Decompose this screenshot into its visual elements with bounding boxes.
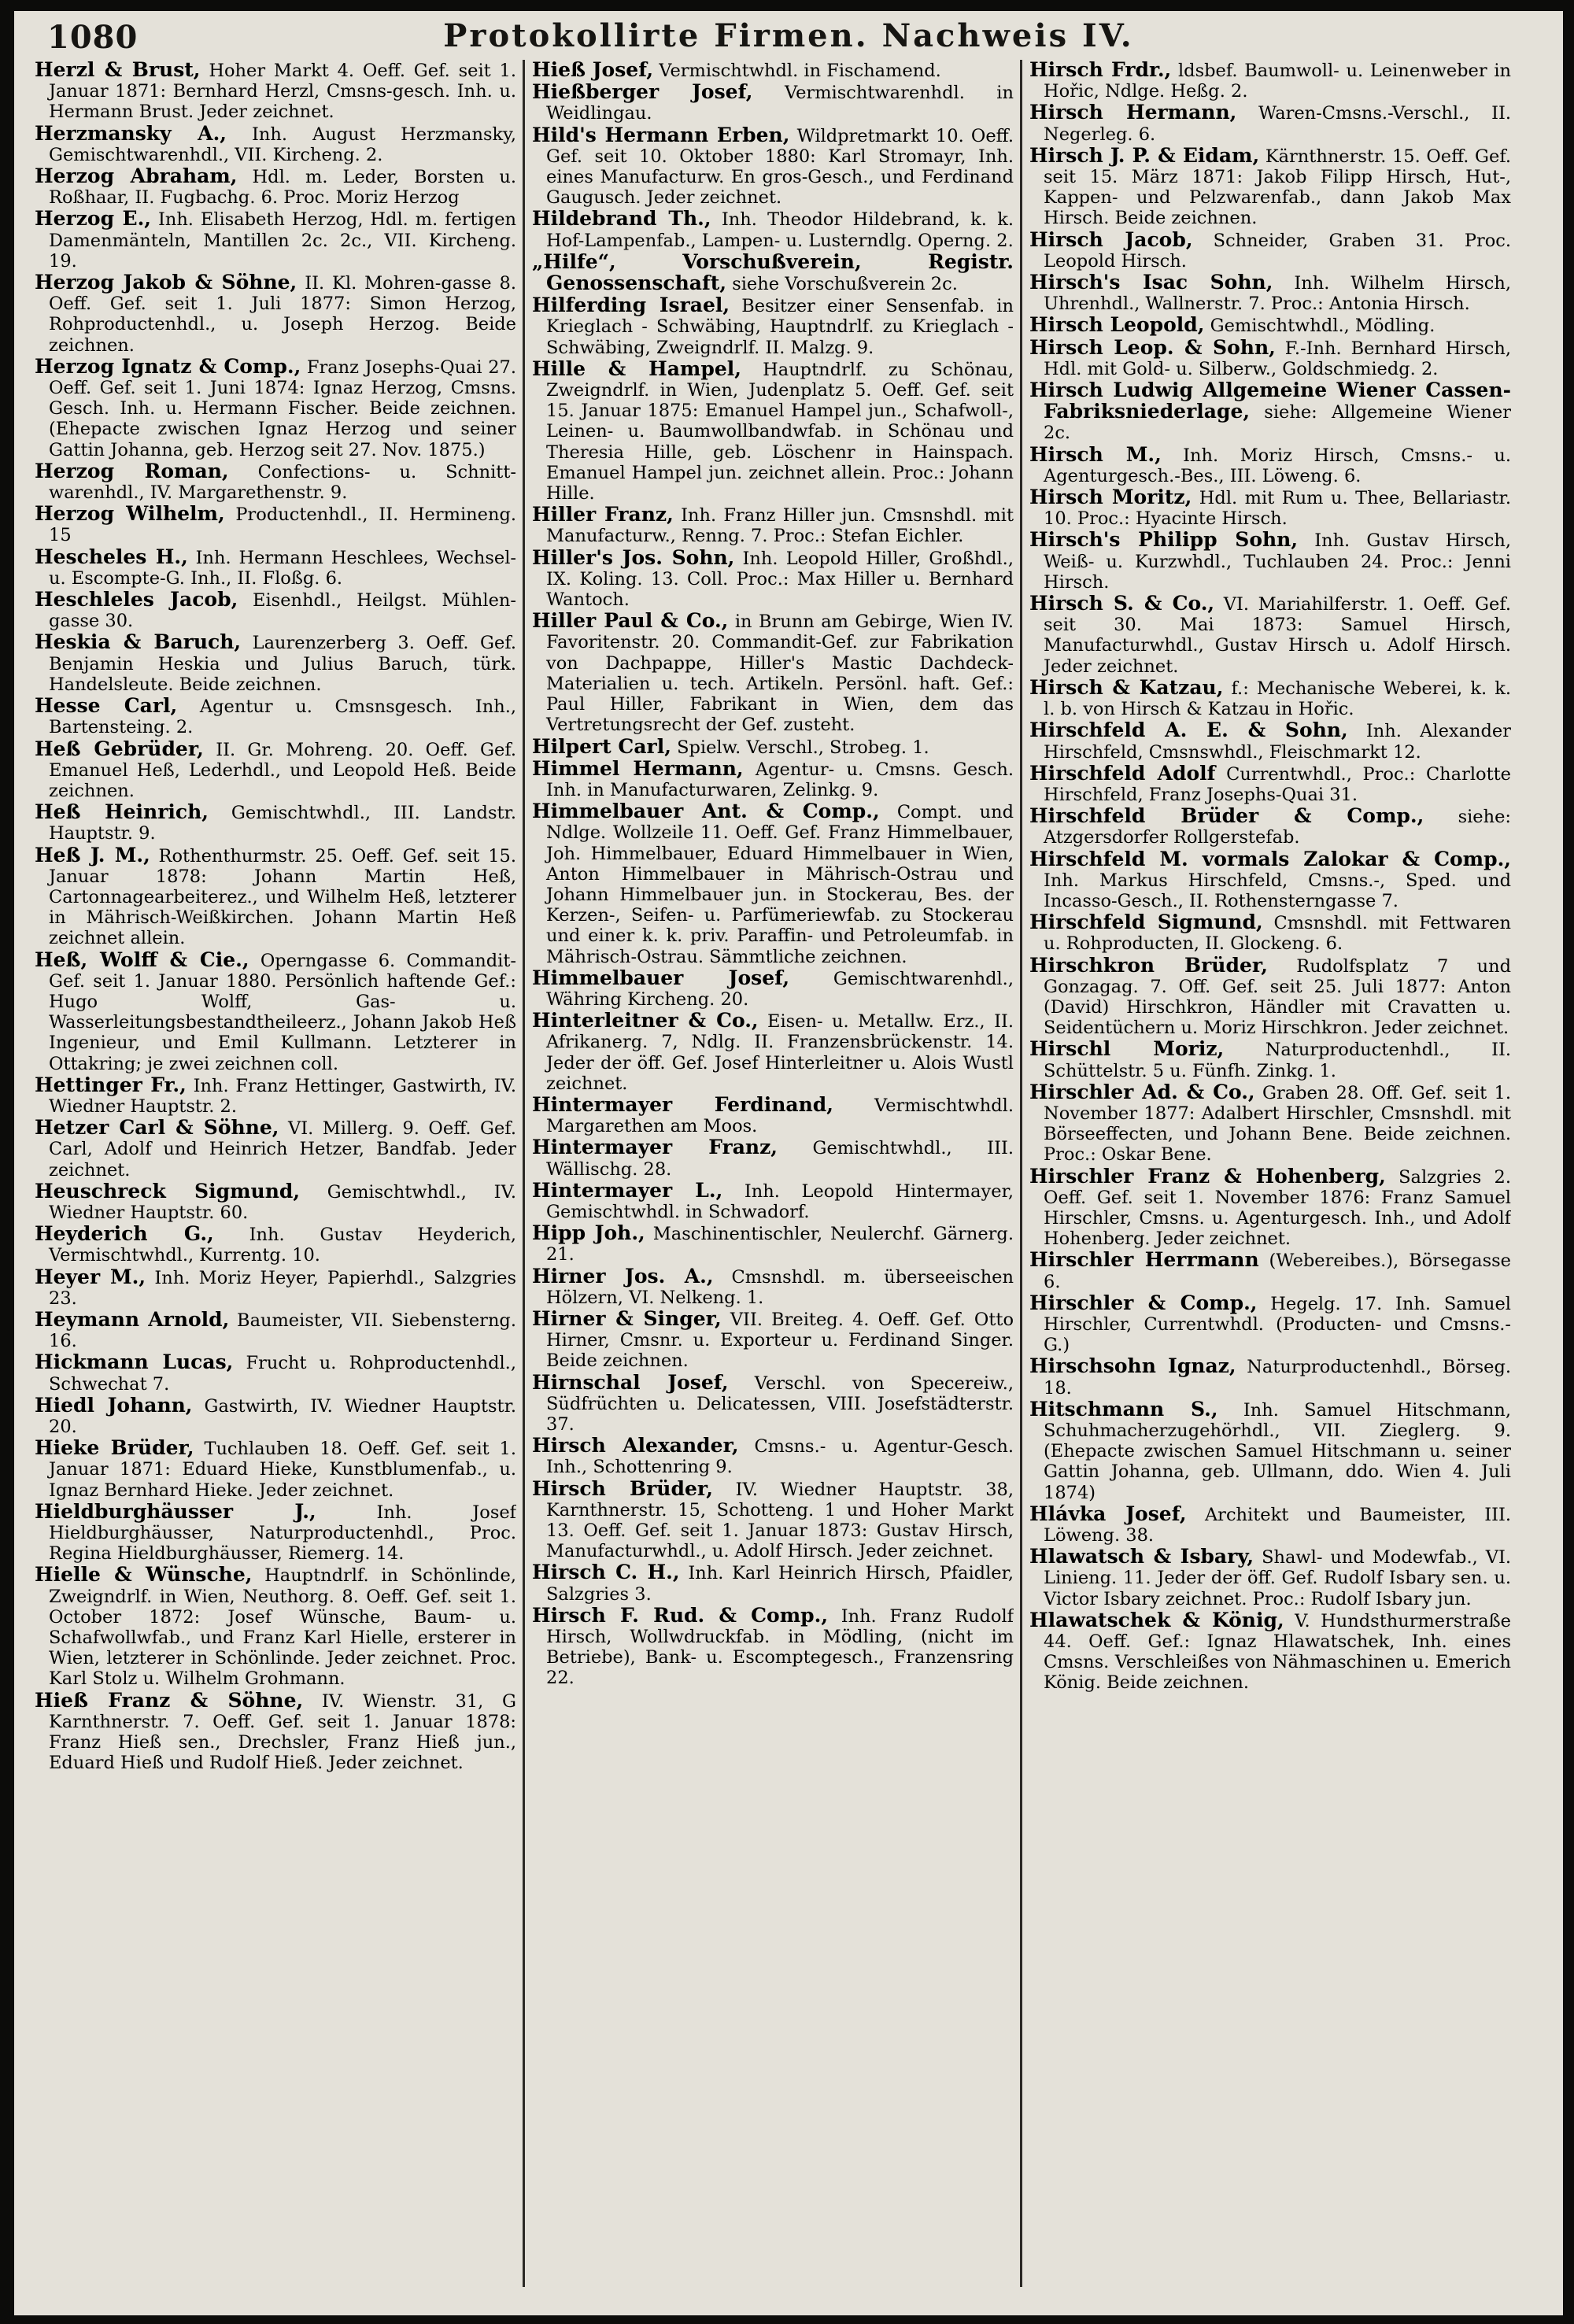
firm-entry: [532, 295, 1014, 358]
firm-name: Hirner & Singer,: [532, 1306, 722, 1330]
firm-entry: [532, 1370, 1014, 1435]
firm-entry: [1029, 442, 1511, 486]
firm-details: Agentur u. Cmsnsgesch. Inh., Bartensteing. 2.: [49, 696, 516, 738]
firm-name: Hieß Josef,: [532, 60, 654, 81]
firm-details: in Brunn am Gebirge, Wien IV. Favoritenstr. 20. Commandit-Gef. zur Fabrikation von Dachpappe, Hiller's Mastic Dachdeck-Materialien u. tech. Artikeln. Persönl. haft. Gef.: Paul Hiller, Fabrikant in Wien, dem das Vertretungsrecht der Gef. zusteht.: [546, 611, 1014, 736]
firm-details: Hegelg. 17. Inh. Samuel Hirschler, Currentwhdl. (Producten- und Cmsns.-G.): [1044, 1293, 1511, 1356]
firm-name: Hiller Franz,: [532, 503, 674, 527]
firm-name: Herzog E.,: [35, 207, 151, 231]
column-left: [35, 60, 516, 2287]
firm-entry: [1029, 487, 1511, 529]
firm-entry: [1029, 60, 1511, 102]
firm-details: siehe: Atzgersdorfer Rollgerstefab.: [1044, 807, 1511, 848]
firm-details: Vermischtwhdl. in Fischamend.: [659, 61, 941, 81]
firm-entry: [35, 1075, 516, 1117]
firm-details: Rothenthurmstr. 25. Oeff. Gef. seit 15. Januar 1878: Johann Martin Heß, Cartonnagearbeiterez., und Wilhelm Heß, letzterer in Mährisch-Weißkirchen. Johann Martin Heß zeichnet allein.: [49, 845, 516, 949]
firm-name: Herzl & Brust,: [35, 60, 201, 81]
firm-name: Himmel Hermann,: [532, 756, 744, 780]
firm-details: Eisenhdl., Heilgst. Mühlen-gasse 30.: [49, 590, 516, 632]
firm-entry: [532, 756, 1014, 800]
firm-details: Vermischtwarenhdl. in Weidlingau.: [546, 83, 1014, 124]
firm-name: Himmelbauer Josef,: [532, 966, 790, 989]
firm-entry: [35, 60, 516, 123]
firm-details: Architekt und Baumeister, III. Löweng. 38.: [1044, 1504, 1511, 1546]
firm-entry: [35, 950, 516, 1074]
directory-columns: [35, 60, 1522, 2287]
firm-entry: [1029, 675, 1511, 720]
firm-details: Laurenzerberg 3. Oeff. Gef. Benjamin Heskia und Julius Baruch, türk. Handelsleute. Beide zeichnen.: [49, 633, 516, 695]
firm-name: Hildebrand Th.,: [532, 207, 711, 231]
column-right: [1029, 60, 1511, 2287]
firm-entry: [532, 611, 1014, 735]
firm-entry: [35, 589, 516, 631]
firm-name: Hille & Hampel,: [532, 357, 741, 380]
firm-entry: [1029, 1399, 1511, 1503]
firm-name: Hiller Paul & Co.,: [532, 609, 729, 633]
firm-name: Hitschmann S.,: [1029, 1397, 1218, 1421]
firm-entry: [532, 1092, 1014, 1137]
firm-details: Vermischtwhdl. Margarethen am Moos.: [546, 1095, 1014, 1137]
firm-details: Tuchlauben 18. Oeff. Gef. seit 1. Januar 1871: Eduard Hieke, Kunstblumenfab., u. Ignaz Bernhard Hieke. Jeder zeichnet.: [49, 1439, 516, 1501]
firm-details: F.-Inh. Bernhard Hirsch, Hdl. mit Gold- u. Silberw., Goldschmiedg. 2.: [1044, 338, 1511, 379]
firm-name: Hlawatsch & Isbary,: [1029, 1545, 1254, 1568]
firm-entry: [35, 1181, 516, 1223]
firm-entry: [1029, 720, 1511, 762]
firm-details: Currentwhdl., Proc.: Charlotte Hirschfeld, Franz Josephs-Quai 31.: [1044, 763, 1511, 805]
firm-entry: [35, 1395, 516, 1437]
firm-details: Waren-Cmsns.-Verschl., II. Negerleg. 6.: [1044, 103, 1511, 145]
firm-details: Inh. Franz Hettinger, Gastwirth, IV. Wiedner Hauptstr. 2.: [49, 1075, 516, 1117]
firm-entry: [1029, 315, 1511, 336]
firm-details: Hauptndrlf. zu Schönau, Zweigndrlf. in Wien, Judenplatz 5. Oeff. Gef. seit 15. Januar 1875: Emanuel Hampel jun., Schafwoll-, Leinen- u. Baumwollbandwfab. in Schönau und Theresia Hille, geb. Löschenr in Hainspach. Emanuel Hampel jun. zeichnet allein. Proc.: Johann Hille.: [546, 359, 1014, 504]
firm-details: Inh. Karl Heinrich Hirsch, Pfaidler, Salzgries 3.: [546, 1563, 1014, 1605]
firm-entry: [532, 82, 1014, 124]
firm-name: Hintermayer Franz,: [532, 1136, 778, 1159]
firm-details: (Webereibes.), Börsegasse 6.: [1044, 1251, 1511, 1292]
firm-name: Hetzer Carl & Söhne,: [35, 1116, 279, 1140]
firm-name: Himmelbauer Ant. & Comp.,: [532, 800, 880, 823]
firm-entry: [1029, 530, 1511, 593]
firm-details: Agentur- u. Cmsns. Gesch. Inh. in Manufacturwaren, Zelinkg. 9.: [546, 759, 1014, 800]
firm-details: Hoher Markt 4. Oeff. Gef. seit 1. Januar 1871: Bernhard Herzl, Cmsns-gesch. Inh. u. Hermann Brust. Jeder zeichnet.: [49, 61, 516, 123]
firm-name: Hirschler Franz & Hohenberg,: [1029, 1164, 1386, 1188]
firm-entry: [1029, 912, 1511, 954]
firm-entry: [1029, 1293, 1511, 1356]
firm-details: Spielw. Verschl., Strobeg. 1.: [677, 737, 929, 758]
firm-details: VII. Breiteg. 4. Oeff. Gef. Otto Hirner, Cmsnr. u. Exporteur u. Ferdinand Singer. Beide zeichnen.: [546, 1309, 1014, 1372]
firm-details: Inh. Alexander Hirschfeld, Cmsnswhdl., Fleischmarkt 12.: [1044, 721, 1511, 763]
firm-entry: [1029, 102, 1511, 144]
firm-details: Inh. Moriz Hirsch, Cmsns.- u. Agenturgesch.-Bes., III. Löweng. 6.: [1044, 445, 1511, 486]
firm-entry: [532, 60, 1014, 81]
firm-name: Hirsch Ludwig Allgemeine Wiener Cassen-Fabriksniederlage,: [1029, 379, 1511, 423]
firm-details: Inh. Moriz Heyer, Papierhdl., Salzgries 23.: [49, 1267, 516, 1309]
firm-name: Hirsch's Isac Sohn,: [1029, 271, 1273, 294]
firm-entry: [35, 504, 516, 545]
firm-details: f.: Mechanische Weberei, k. k. l. b. von Hirsch & Katzau in Hořic.: [1044, 678, 1511, 720]
firm-details: Shawl- und Modewfab., VI. Linieng. 11. Jeder der öff. Gef. Rudolf Isbary sen. u. Victor Isbary zeichnet. Proc.: Rudolf Isbary jun.: [1044, 1547, 1511, 1609]
firm-name: Hipp Joh.,: [532, 1221, 645, 1245]
firm-entry: [532, 1562, 1014, 1604]
firm-name: Hirsch Jacob,: [1029, 227, 1193, 251]
firm-details: Salzgries 2. Oeff. Gef. seit 1. November 1876: Franz Samuel Hirschler, Cmsns. u. Agenturgesch. Inh., und Adolf Hohenberg. Jeder zeichnet.: [1044, 1166, 1511, 1250]
firm-details: ldsbef. Baumwoll- u. Leinenweber in Hořic, Ndlge. Heßg. 2.: [1044, 61, 1511, 102]
firm-details: II. Kl. Mohren-gasse 8. Oeff. Gef. seit 1. Juli 1877: Simon Herzog, Rohproductenhdl., u. Joseph Herzog. Beide zeichnen.: [49, 273, 516, 356]
firm-name: Hescheles H.,: [35, 545, 188, 568]
firm-name: Herzog Ignatz & Comp.,: [35, 354, 301, 378]
firm-entry: [35, 1499, 516, 1565]
firm-name: Hintermayer L.,: [532, 1178, 723, 1202]
firm-name: Hirschfeld Brüder & Comp.,: [1029, 804, 1424, 828]
firm-details: Besitzer einer Sensenfab. in Krieglach - Schwäbing, Hauptndrlf. zu Krieglach - Schwäbing, Zweigndrlf. II. Malzg. 9.: [546, 296, 1014, 358]
firm-name: Herzmansky A.,: [35, 121, 227, 145]
firm-name: Hirschfeld Sigmund,: [1029, 911, 1263, 934]
firm-name: Hirsch F. Rud. & Comp.,: [532, 1603, 829, 1627]
firm-name: Hlávka Josef,: [1029, 1502, 1187, 1525]
firm-entry: [35, 1352, 516, 1394]
firm-entry: [1029, 1082, 1511, 1166]
firm-name: Herzog Jakob & Söhne,: [35, 271, 297, 294]
firm-details: Gemischtwhdl., III. Wällischg. 28.: [546, 1138, 1014, 1180]
firm-entry: [1029, 380, 1511, 444]
firm-details: Naturproductenhdl., II. Schüttelstr. 5 u. Fünfh. Zinkg. 1.: [1044, 1040, 1511, 1081]
firm-details: Schneider, Graben 31. Proc. Leopold Hirsch.: [1044, 230, 1511, 272]
firm-entry: [1029, 227, 1511, 272]
firm-entry: [35, 1690, 516, 1774]
firm-name: Heyderich G.,: [35, 1222, 214, 1246]
firm-name: Herzog Wilhelm,: [35, 502, 225, 526]
firm-entry: [35, 845, 516, 949]
firm-entry: [532, 1476, 1014, 1562]
firm-entry: [35, 1307, 516, 1352]
firm-details: IV. Wienstr. 31, G Karnthnerstr. 7. Oeff. Gef. seit 1. Januar 1878: Franz Hieß sen., Drechsler, Franz Hieß jun., Eduard Hieß und Rudolf Hieß. Jeder zeichnet.: [49, 1690, 516, 1774]
firm-entry: [35, 461, 516, 503]
firm-details: siehe: Allgemeine Wiener 2c.: [1044, 402, 1511, 444]
firm-entry: [1029, 763, 1511, 805]
firm-name: Hirschsohn Ignaz,: [1029, 1354, 1236, 1378]
firm-details: Inh. Gustav Hirsch, Weiß- u. Kurzwhdl., Tuchlauben 24. Proc.: Jenni Hirsch.: [1044, 530, 1511, 593]
firm-details: IV. Wiedner Hauptstr. 38, Karnthnerstr. 15, Schotteng. 1 und Hoher Markt 13. Oeff. Gef. seit 1. Januar 1873: Gustav Hirsch, Manufacturwhdl., u. Adolf Hirsch. Jeder zeichnet.: [546, 1479, 1014, 1562]
firm-entry: [35, 209, 516, 272]
firm-name: Hild's Hermann Erben,: [532, 123, 790, 146]
firm-entry: [35, 632, 516, 695]
firm-details: Inh. Leopold Hintermayer, Gemischtwhdl. in Schwadorf.: [546, 1180, 1014, 1222]
firm-entry: [532, 1180, 1014, 1222]
firm-name: Hirnschal Josef,: [532, 1370, 729, 1394]
firm-entry: [35, 121, 516, 165]
firm-details: Hdl. mit Rum u. Thee, Bellariastr. 10. Proc.: Hyacinte Hirsch.: [1044, 488, 1511, 530]
firm-name: Hickmann Lucas,: [35, 1350, 234, 1374]
firm-entry: [35, 166, 516, 208]
firm-entry: [35, 802, 516, 844]
firm-entry: [35, 1224, 516, 1265]
firm-entry: [1029, 272, 1511, 314]
firm-name: Hiller's Jos. Sohn,: [532, 545, 735, 569]
firm-name: Hirsch Leopold,: [1029, 313, 1205, 337]
firm-details: Gastwirth, IV. Wiedner Hauptstr. 20.: [49, 1395, 516, 1437]
firm-name: Heß Gebrüder,: [35, 737, 204, 760]
firm-details: Inh. Elisabeth Herzog, Hdl. m. fertigen Damenmänteln, Mantillen 2c. 2c., VII. Kircheng. 19.: [49, 209, 516, 272]
firm-entry: [532, 801, 1014, 967]
firm-entry: [532, 545, 1014, 611]
firm-entry: [1029, 593, 1511, 677]
firm-name: Heyer M.,: [35, 1265, 146, 1288]
firm-details: Inh. Wilhelm Hirsch, Uhrenhdl., Wallnerstr. 7. Proc.: Antonia Hirsch.: [1044, 273, 1511, 315]
firm-name: Hirschkron Brüder,: [1029, 953, 1268, 977]
firm-details: Eisen- u. Metallw. Erz., II. Afrikanerg. 7, Ndlg. II. Franzensbrückenstr. 14. Jeder der öff. Gef. Josef Hinterleitner u. Alois Wustl zeichnet.: [546, 1011, 1014, 1094]
firm-details: Inh. Franz Rudolf Hirsch, Wollwdruckfab. in Mödling, (nicht im Betriebe), Bank- u. Escomptegesch., Franzensring 22.: [546, 1605, 1014, 1689]
firm-entry: [532, 209, 1014, 250]
firm-details: Baumeister, VII. Siebensterng. 16.: [49, 1310, 516, 1352]
firm-details: Cmsns.- u. Agentur-Gesch. Inh., Schottenring 9.: [546, 1436, 1014, 1478]
firm-details: Inh. Gustav Heyderich, Vermischtwhdl., Kurrentg. 10.: [49, 1225, 516, 1266]
firm-entry: [532, 504, 1014, 546]
firm-name: Herzog Roman,: [35, 459, 229, 482]
firm-entry: [532, 968, 1014, 1010]
firm-name: Hirschler & Comp.,: [1029, 1291, 1258, 1314]
firm-entry: [532, 1266, 1014, 1308]
firm-entry: [1029, 1039, 1511, 1081]
firm-entry: [1029, 1250, 1511, 1291]
firm-name: Hintermayer Ferdinand,: [532, 1092, 833, 1116]
firm-name: Heß J. M.,: [35, 843, 150, 866]
firm-details: Maschinentischler, Neulerchf. Gärnerg. 21.: [546, 1224, 1014, 1265]
firm-name: Hirsch Moritz,: [1029, 486, 1192, 509]
firm-entry: [532, 249, 1014, 295]
firm-name: Hirsch Alexander,: [532, 1434, 739, 1458]
firm-details: Wildpretmarkt 10. Oeff. Gef. seit 10. Oktober 1880: Karl Stromayr, Inh. eines Manufacturw. En gros-Gesch., und Ferdinand Gaugusch. Jeder zeichnet.: [546, 125, 1014, 209]
firm-name: Hirsch M.,: [1029, 442, 1162, 466]
page-number: 1080: [47, 19, 139, 56]
firm-details: siehe Vorschußverein 2c.: [732, 274, 958, 295]
firm-details: Inh. August Herzmansky, Gemischtwarenhdl., VII. Kircheng. 2.: [49, 124, 516, 165]
column-middle: [532, 60, 1014, 2287]
running-title: Protokollirte Firmen. Nachweis IV.: [443, 17, 1134, 54]
firm-entry: [1029, 1356, 1511, 1398]
firm-details: Operngasse 6. Commandit-Gef. seit 1. Januar 1880. Persönlich haftende Gef.: Hugo Wolff, Gas- u. Wasserleitungsbestandtheileerz., Johann Jakob Heß Ingenieur, und Emil Kullmann. Letzterer in Ottakring; je zwei zeichnen coll.: [49, 950, 516, 1074]
firm-details: Inh. Theodor Hildebrand, k. k. Hof-Lampenfab., Lampen- u. Lusterndlg. Operng. 2.: [546, 209, 1014, 251]
firm-details: Productenhdl., II. Hermineng. 15: [49, 504, 516, 546]
firm-details: II. Gr. Mohreng. 20. Oeff. Gef. Emanuel Heß, Lederhdl., und Leopold Heß. Beide zeichnen.: [49, 739, 516, 801]
firm-entry: [35, 272, 516, 356]
firm-details: Inh. Leopold Hiller, Großhdl., IX. Koling. 13. Coll. Proc.: Max Hiller u. Bernhard Wantoch.: [546, 548, 1014, 611]
firm-name: Hirschfeld Adolf: [1029, 761, 1216, 785]
firm-details: Naturproductenhdl., Börseg. 18.: [1044, 1357, 1511, 1398]
firm-entry: [1029, 1504, 1511, 1546]
firm-details: Inh. Hermann Heschlees, Wechsel- u. Escompte-G. Inh., II. Floßg. 6.: [49, 547, 516, 589]
firm-entry: [35, 739, 516, 802]
firm-details: Inh. Markus Hirschfeld, Cmsns.-, Sped. und Incasso-Gesch., II. Rothensterngasse 7.: [1044, 870, 1511, 911]
firm-entry: [35, 547, 516, 589]
firm-name: Heuschreck Sigmund,: [35, 1179, 301, 1203]
firm-entry: [532, 1223, 1014, 1265]
firm-name: Hiedl Johann,: [35, 1393, 193, 1417]
firm-name: Hirsch Brüder,: [532, 1476, 713, 1500]
firm-details: VI. Millerg. 9. Oeff. Gef. Carl, Adolf und Heinrich Hetzer, Bandfab. Jeder zeichnet.: [49, 1118, 516, 1180]
firm-details: Verschl. von Specereiw., Südfrüchten u. Delicatessen, VIII. Josefstädterstr. 37.: [546, 1373, 1014, 1435]
firm-name: Hilferding Israel,: [532, 294, 730, 317]
firm-name: Hirschler Ad. & Co.,: [1029, 1080, 1255, 1103]
firm-name: Heß, Wolff & Cie.,: [35, 948, 249, 971]
firm-details: Inh. Samuel Hitschmann, Schuhmacherzugehörhdl., VII. Zieglerg. 9. (Ehepacte zwischen Samuel Hitschmann u. seiner Gattin Johanna, geb. Ullmann, ddo. Wien 4. Juli 1874): [1044, 1399, 1511, 1503]
firm-entry: [35, 1267, 516, 1309]
firm-details: Hauptndrlf. in Schönlinde, Zweigndrlf. in Wien, Neuthorg. 8. Oeff. Gef. seit 1. October 1872: Josef Wünsche, Baum- u. Schafwollwfab., und Franz Karl Hielle, ersterer in Wien, letzterer in Schönlinde. Jeder zeichnet. Proc. Karl Stolz u. Wilhelm Grohmann.: [49, 1565, 516, 1690]
firm-entry: [532, 1435, 1014, 1477]
firm-name: Hieldburghäusser J.,: [35, 1499, 316, 1523]
firm-name: Hirsch S. & Co.,: [1029, 592, 1215, 615]
firm-name: Hirsch Frdr.,: [1029, 60, 1172, 81]
firm-name: Hieke Brüder,: [35, 1436, 194, 1460]
firm-details: Graben 28. Off. Gef. seit 1. November 1877: Adalbert Hirschler, Cmsnshdl. mit Börseeffecten, und Johann Bene. Beide zeichnen. Proc.: Oskar Bene.: [1044, 1082, 1511, 1166]
firm-name: Hettinger Fr.,: [35, 1073, 187, 1096]
firm-entry: [532, 1137, 1014, 1179]
firm-details: Franz Josephs-Quai 27. Oeff. Gef. seit 1. Juni 1874: Ignaz Herzog, Cmsns. Gesch. Inh. u. Hermann Fischer. Beide zeichnen. (Ehepacte zwischen Ignaz Herzog und seiner Gattin Johanna, geb. Herzog seit 27. Nov. 1875.): [49, 357, 516, 460]
firm-details: Cmsnshdl. m. überseeischen Hölzern, VI. Nelkeng. 1.: [546, 1266, 1014, 1308]
firm-entry: [1029, 1166, 1511, 1250]
firm-entry: [532, 734, 1014, 758]
firm-entry: [532, 1011, 1014, 1094]
firm-entry: [35, 1565, 516, 1689]
firm-name: Heschleles Jacob,: [35, 588, 238, 611]
firm-name: Hirschler Herrmann: [1029, 1248, 1259, 1272]
firm-name: Hielle & Wünsche,: [35, 1563, 253, 1587]
firm-name: Hinterleitner & Co.,: [532, 1009, 759, 1033]
firm-details: Cmsnshdl. mit Fettwaren u. Rohproducten, II. Glockeng. 6.: [1044, 913, 1511, 955]
firm-entry: [532, 1605, 1014, 1689]
firm-name: Heskia & Baruch,: [35, 630, 242, 654]
firm-name: Hirsch Hermann,: [1029, 101, 1237, 124]
firm-entry: [1029, 143, 1511, 229]
firm-entry: [1029, 1610, 1511, 1694]
firm-entry: [1029, 1546, 1511, 1609]
firm-name: Hirschfeld M. vormals Zalokar & Comp.,: [1029, 847, 1511, 870]
firm-details: Gemischtwhdl., IV. Wiedner Hauptstr. 60.: [49, 1181, 516, 1223]
firm-details: Inh. Josef Hieldburghäusser, Naturproductenhdl., Proc. Regina Hieldburghäusser, Riemerg. 14.: [49, 1502, 516, 1565]
firm-name: Hirsch J. P. & Eidam,: [1029, 143, 1260, 167]
firm-name: Hilpert Carl,: [532, 734, 671, 758]
firm-entry: [1029, 335, 1511, 379]
firm-name: Hirschl Moriz,: [1029, 1037, 1225, 1061]
firm-details: Compt. und Ndlge. Wollzeile 11. Oeff. Gef. Franz Himmelbauer, Joh. Himmelbauer, Eduard Himmelbauer in Wien, Anton Himmelbauer in Mährisch-Ostrau und Johann Himmelbauer jun. in Stockerau, Bes. der Kerzen-, Seifen- u. Parfümeriewfab. zu Stockerau und einer k. k. priv. Paraffin- und Petroleumfab. in Mährisch-Ostrau. Sämmtliche zeichnen.: [546, 802, 1014, 967]
firm-name: Hießberger Josef,: [532, 80, 753, 104]
firm-details: Gemischtwarenhdl., Währing Kircheng. 20.: [546, 968, 1014, 1010]
firm-name: Heß Heinrich,: [35, 800, 209, 824]
firm-entry: [35, 1118, 516, 1180]
firm-name: Hlawatschek & König,: [1029, 1608, 1284, 1631]
firm-entry: [532, 1306, 1014, 1372]
firm-name: Herzog Abraham,: [35, 164, 238, 188]
firm-entry: [35, 1438, 516, 1501]
firm-entry: [532, 125, 1014, 209]
firm-name: Hirsch's Philipp Sohn,: [1029, 528, 1299, 552]
firm-details: Hdl. m. Leder, Borsten u. Roßhaar, II. Fugbachg. 6. Proc. Moriz Herzog: [49, 167, 516, 209]
firm-entry: [35, 354, 516, 460]
firm-name: „Hilfe“, Vorschußverein, Registr. Genossenschaft,: [532, 249, 1014, 295]
firm-name: Hirsch & Katzau,: [1029, 675, 1224, 699]
firm-entry: [35, 696, 516, 737]
firm-name: Hieß Franz & Söhne,: [35, 1688, 304, 1712]
firm-name: Hirner Jos. A.,: [532, 1264, 714, 1288]
firm-details: Frucht u. Rohproductenhdl., Schwechat 7.: [49, 1353, 516, 1395]
firm-name: Hirsch Leop. & Sohn,: [1029, 335, 1276, 359]
firm-details: V. Hundsthurmerstraße 44. Oeff. Gef.: Ignaz Hlawatschek, Inh. eines Cmsns. Verschleißes von Nähmaschinen u. Emerich König. Beide zeichnen.: [1044, 1610, 1511, 1694]
firm-details: Kärnthnerstr. 15. Oeff. Gef. seit 15. März 1871: Jakob Filipp Hirsch, Hut-, Kappen- und Pelzwarenfab., dann Jakob Max Hirsch. Beide zeichnen.: [1044, 146, 1511, 229]
firm-details: Inh. Franz Hiller jun. Cmsnshdl. mit Manufacturw., Renng. 7. Proc.: Stefan Eichler.: [546, 505, 1014, 547]
firm-name: Hirschfeld A. E. & Sohn,: [1029, 719, 1348, 742]
firm-entry: [1029, 955, 1511, 1039]
firm-details: Rudolfsplatz 7 und Gonzagag. 7. Off. Gef. seit 25. Juli 1877: Anton (David) Hirschkron, Händler mit Cravatten u. Seidentüchern u. Moriz Hirschkron. Jeder zeichnet.: [1044, 955, 1511, 1039]
firm-details: VI. Mariahilferstr. 1. Oeff. Gef. seit 30. Mai 1873: Samuel Hirsch, Manufacturwhdl., Gustav Hirsch u. Adolf Hirsch. Jeder zeichnet.: [1044, 594, 1511, 677]
firm-name: Hesse Carl,: [35, 694, 178, 718]
firm-details: Gemischtwhdl., III. Landstr. Hauptstr. 9.: [49, 803, 516, 844]
firm-entry: [532, 359, 1014, 504]
firm-entry: [1029, 806, 1511, 848]
firm-name: Heymann Arnold,: [35, 1307, 230, 1331]
page-header: [14, 11, 1563, 63]
firm-details: Gemischtwhdl., Mödling.: [1210, 316, 1435, 337]
firm-details: Confections- u. Schnitt-warenhdl., IV. Margarethenstr. 9.: [49, 461, 516, 504]
firm-entry: [1029, 849, 1511, 912]
firm-name: Hirsch C. H.,: [532, 1561, 680, 1584]
